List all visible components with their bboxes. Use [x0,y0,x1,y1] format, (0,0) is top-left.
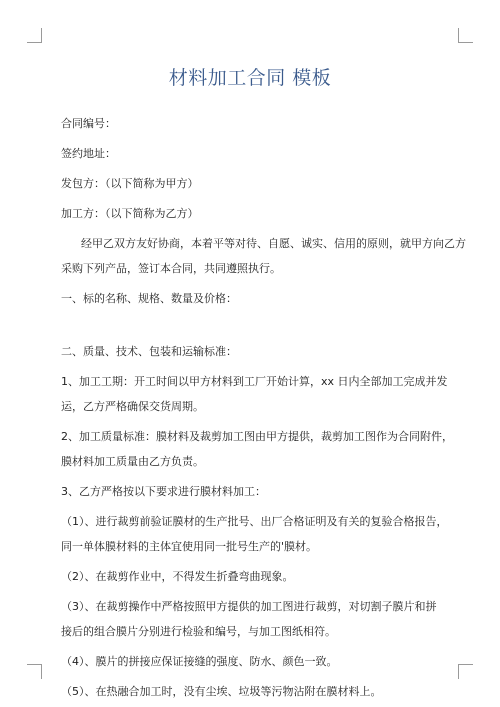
item-1-line-2: 运，乙方严格确保交货周期。 [61,400,204,413]
sub-item-3-line-1: （3）、在裁剪操作中严格按照甲方提供的加工图进行裁剪，对切割子膜片和拼 [61,600,437,613]
item-1-line-1: 1、加工工期：开工时间以甲方材料到工厂开始计算，xx 日内全部加工完成并发 [61,375,448,388]
corner-mark-bottom-left [27,664,42,679]
field-party-b: 加工方：（以下简称为乙方） [61,207,199,220]
intro-line-1: 经甲乙双方友好协商，本着平等对待、自愿、诚实、信用的原则，就甲方向乙方 [81,237,466,250]
item-2-line-2: 膜材料加工质量由乙方负责。 [61,455,204,468]
field-party-a: 发包方：（以下简称为甲方） [61,177,199,190]
intro-line-2: 采购下列产品，签订本合同，共同遵照执行。 [61,262,281,275]
corner-mark-top-right [458,28,473,43]
sub-item-2: （2）、在裁剪作业中，不得发生折叠弯曲现象。 [61,570,294,583]
sub-item-1-line-1: （1）、进行裁剪前验证膜材的生产批号、出厂合格证明及有关的复验合格报告， [61,515,448,528]
section-1-heading: 一、标的名称、规格、数量及价格： [61,292,237,305]
field-contract-no: 合同编号： [61,117,116,130]
item-2-line-1: 2、加工质量标准：膜材料及裁剪加工图由甲方提供，裁剪加工图作为合同附件， [61,430,453,443]
field-sign-place: 签约地址： [61,147,116,160]
item-3: 3、乙方严格按以下要求进行膜材料加工： [61,485,266,498]
document-title: 材料加工合同 模板 [168,67,332,89]
sub-item-1-line-2: 同一单体膜材料的主体宜使用同一批号生产的'膜材。 [61,540,318,553]
sub-item-5: （5）、在热融合加工时，没有尘埃、垃圾等污物沾附在膜材料上。 [61,685,382,698]
corner-mark-top-left [27,28,42,43]
section-2-heading: 二、质量、技术、包装和运输标准： [61,345,237,358]
corner-mark-bottom-right [458,664,473,679]
document-body [61,111,466,704]
sub-item-4: （4）、膜片的拼接应保证接缝的强度、防水、颜色一致。 [61,655,338,668]
sub-item-3-line-2: 接后的组合膜片分别进行检验和编号，与加工图纸相符。 [61,625,336,638]
